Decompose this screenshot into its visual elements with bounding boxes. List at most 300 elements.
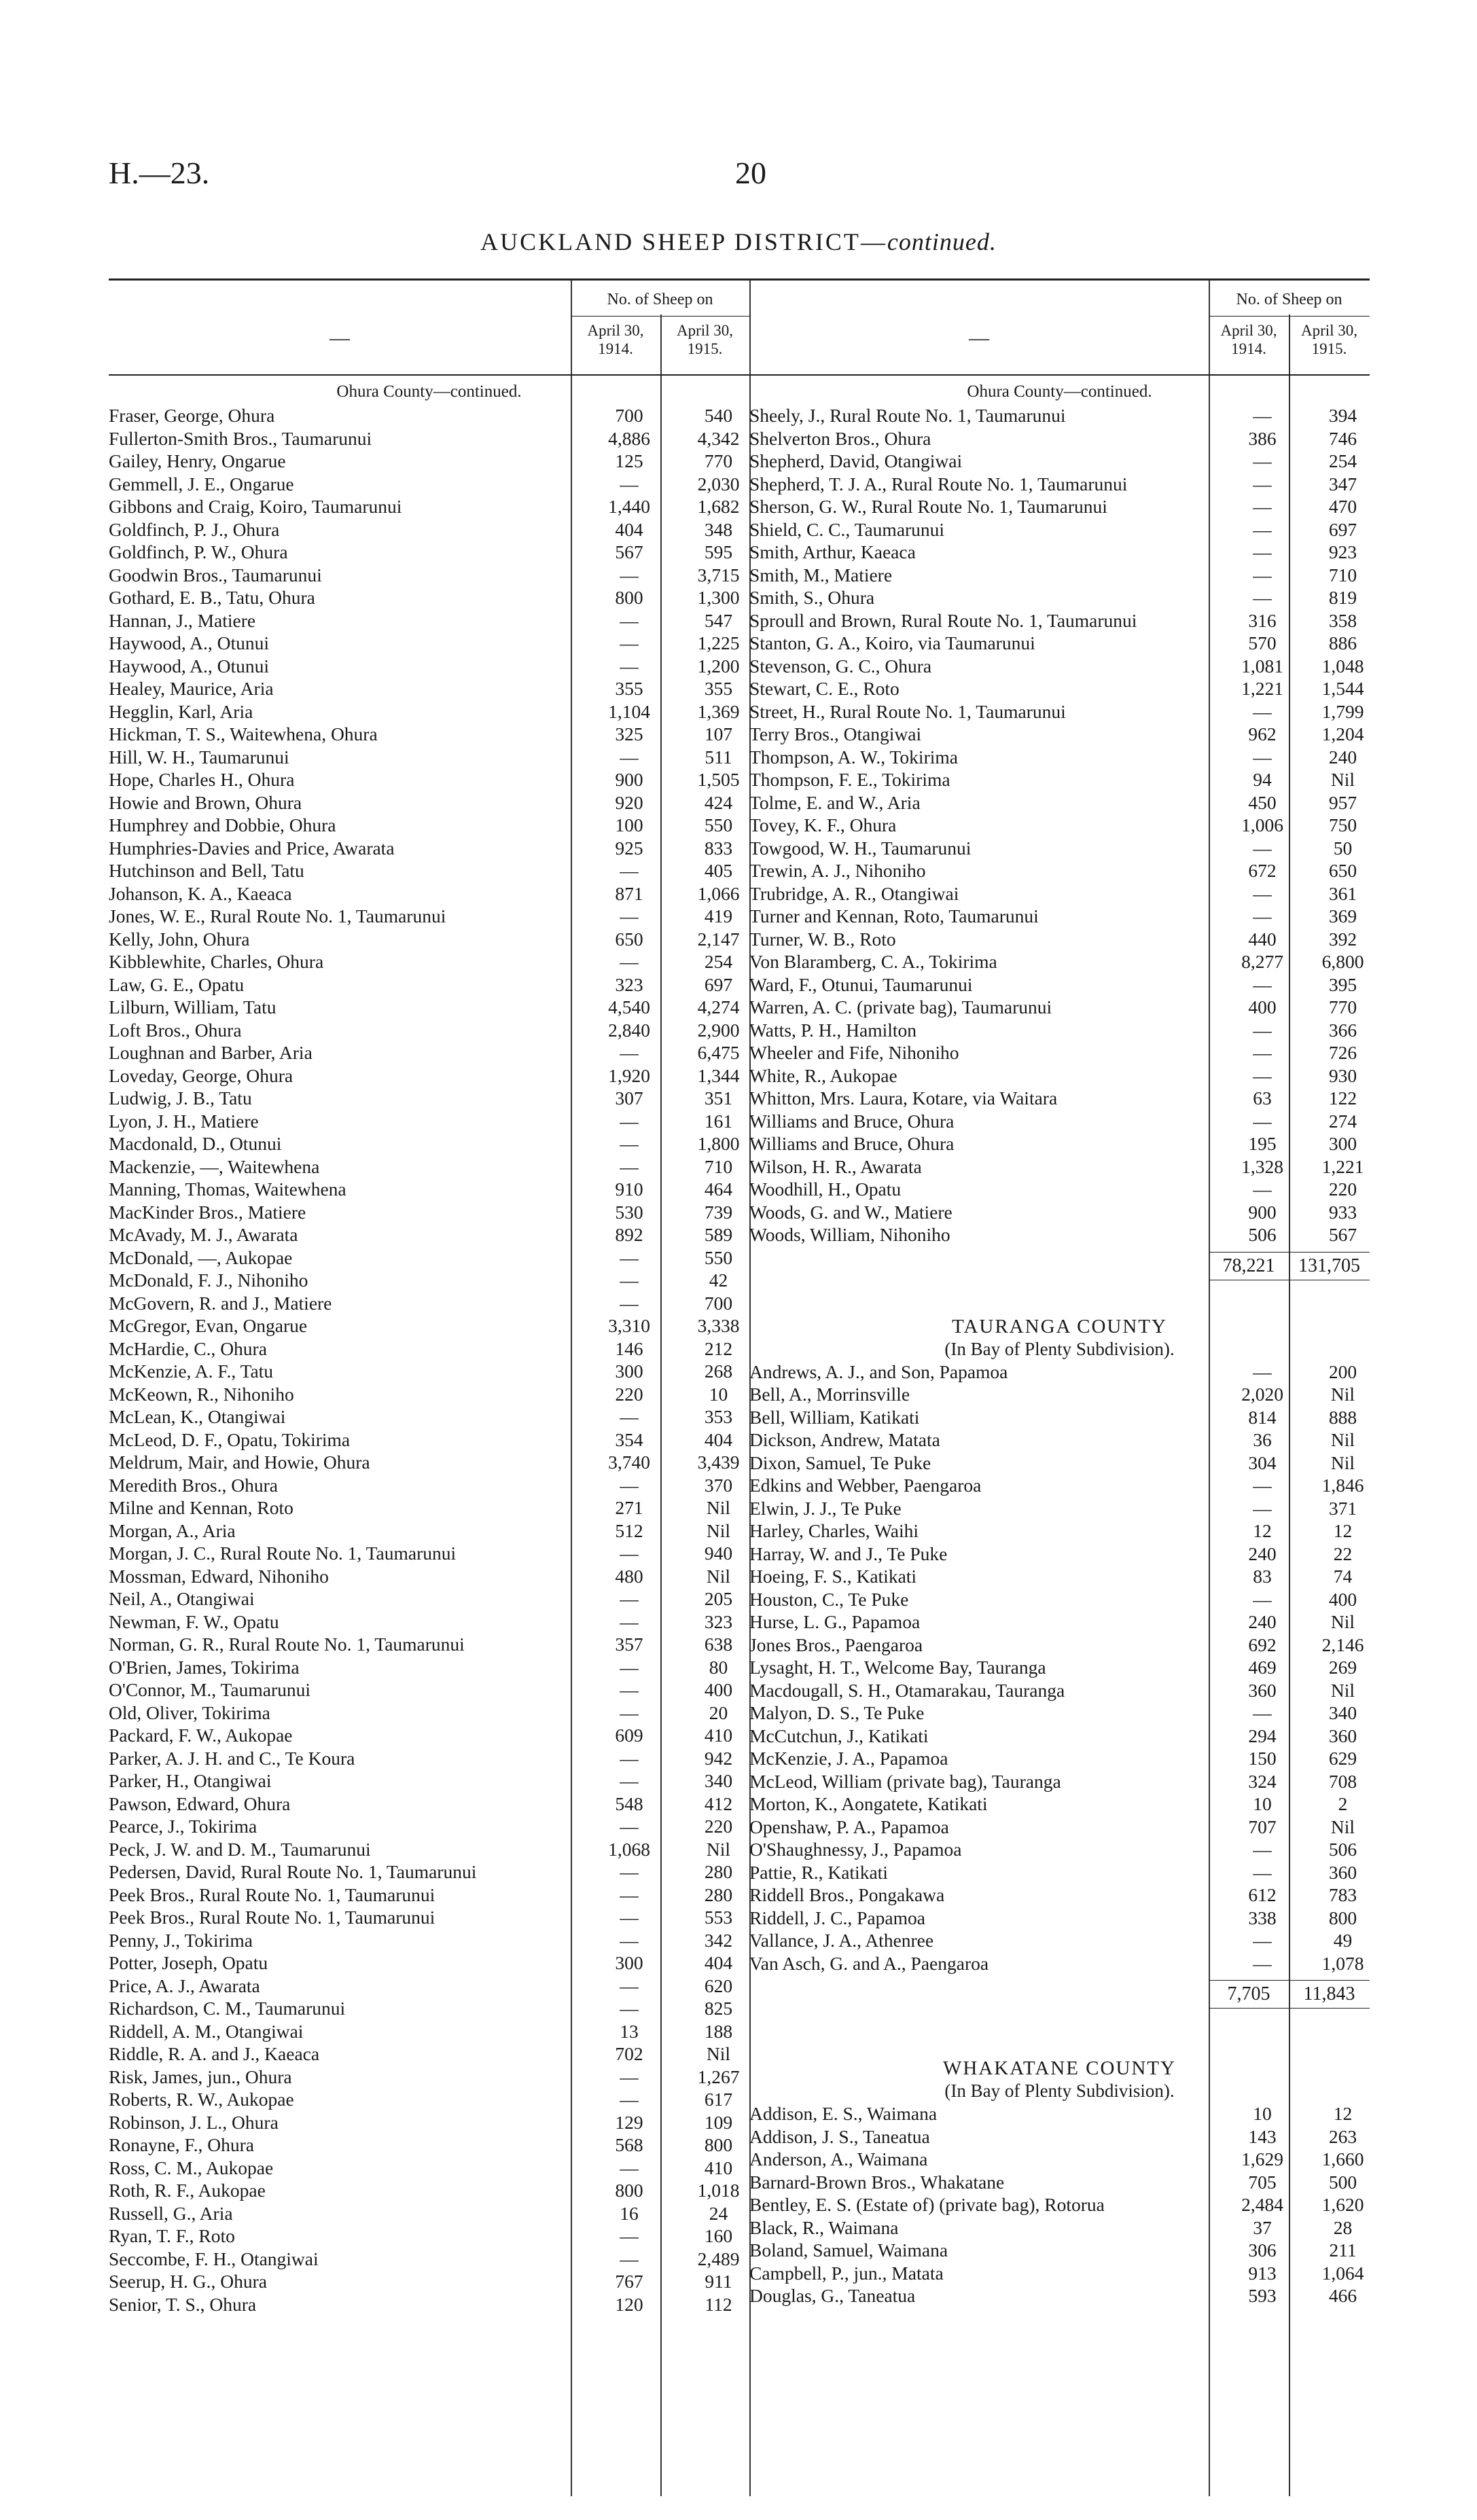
sheep-1914: 1,221	[1241, 678, 1283, 699]
table-row	[749, 1452, 1370, 1475]
col-1914-header: April 30, 1914.	[587, 322, 644, 357]
sheep-1915: 2	[1338, 1793, 1348, 1814]
table-row	[749, 655, 1370, 678]
table-row	[749, 1041, 1370, 1064]
sheep-1915: 395	[1328, 973, 1357, 995]
table-row	[749, 973, 1370, 996]
sheep-1915: 726	[1328, 1042, 1357, 1063]
owner-name: Woodhill, H., Opatu	[749, 1178, 902, 1200]
col-1915-header: April 30, 1915.	[676, 322, 734, 357]
sheep-1915: 274	[1328, 1110, 1357, 1132]
sheep-1914: 36	[1253, 1429, 1272, 1450]
sheep-1915: 1,800	[697, 1133, 740, 1154]
owner-name: Anderson, A., Waimana	[749, 2148, 928, 2170]
owner-name: Smith, M., Matiere	[749, 564, 893, 586]
owner-name: Williams and Bruce, Ohura	[749, 1110, 955, 1132]
sheep-1914: —	[620, 564, 639, 586]
owner-name: Turner and Kennan, Roto, Taumarunui	[749, 905, 1039, 926]
table-row	[109, 2134, 749, 2157]
sheep-1914: 16	[620, 2202, 639, 2224]
owner-name: Tovey, K. F., Ohura	[749, 814, 897, 835]
owner-name: Macdonald, D., Otunui	[109, 1133, 282, 1154]
sheep-1914: 871	[615, 882, 643, 904]
table-row	[109, 1110, 749, 1133]
sheep-1914: —	[620, 1543, 639, 1564]
table-row	[749, 1019, 1370, 1042]
sheep-1915: 708	[1328, 1770, 1357, 1792]
owner-name: Barnard-Brown Bros., Whakatane	[749, 2171, 1005, 2193]
sheep-1914: —	[620, 1155, 639, 1177]
table-row	[749, 2284, 1370, 2307]
sheep-1914: —	[620, 655, 639, 677]
sheep-1914: —	[620, 1998, 639, 2019]
sheep-1915: 404	[704, 1952, 733, 1973]
owner-name: Potter, Joseph, Opatu	[109, 1952, 268, 1973]
sheep-1915: 911	[705, 2271, 732, 2292]
sheep-1915: 550	[704, 1246, 733, 1268]
table-row	[749, 1223, 1370, 1246]
sheep-1915: 212	[704, 1337, 733, 1359]
section-heading: Ohura County—continued.	[336, 382, 522, 401]
table-row	[749, 1907, 1370, 1930]
sheep-1914: 593	[1248, 2285, 1277, 2306]
sheep-1915: 2,489	[697, 2248, 740, 2269]
sheep-1914: 1,629	[1241, 2148, 1283, 2170]
sheep-1915: 366	[1328, 1019, 1357, 1041]
sheep-1915: 410	[704, 2157, 733, 2178]
owner-name: Openshaw, P. A., Papamoa	[749, 1816, 949, 1837]
sheep-1914: —	[620, 746, 639, 768]
sheep-1914: 338	[1248, 1907, 1277, 1928]
owner-name: Terry Bros., Otangiwai	[749, 723, 922, 744]
table-row	[749, 950, 1370, 973]
owner-name: Robinson, J. L., Ohura	[109, 2111, 279, 2133]
sheep-1915: 269	[1328, 1657, 1357, 1678]
owner-name: Healey, Maurice, Aria	[109, 678, 274, 699]
table-row	[109, 768, 749, 791]
table-row	[109, 1519, 749, 1543]
total-1914: 7,705	[1209, 1980, 1289, 2009]
owner-name: Douglas, G., Taneatua	[749, 2285, 916, 2306]
owner-name: McCutchun, J., Katikati	[749, 1725, 929, 1746]
owner-name: Lysaght, H. T., Welcome Bay, Tauranga	[749, 1657, 1046, 1678]
section-total	[749, 1980, 1370, 2009]
table-row	[109, 882, 749, 905]
table-row	[749, 518, 1370, 541]
table-row	[109, 473, 749, 496]
owner-name: McAvady, M. J., Awarata	[109, 1224, 298, 1245]
name-column-header: —	[330, 327, 350, 349]
sheep-1915: 112	[705, 2293, 732, 2315]
table-row	[749, 495, 1370, 518]
owner-name: Johanson, K. A., Kaeaca	[109, 882, 292, 904]
sheep-1915: 1,267	[697, 2066, 740, 2087]
sheep-1915: 746	[1328, 427, 1357, 449]
sheep-1914: 386	[1248, 427, 1277, 449]
owner-name: McDonald, F. J., Nihoniho	[109, 1270, 308, 1291]
owner-name: Old, Oliver, Tokirima	[109, 1702, 270, 1723]
sheep-1915: 74	[1333, 1566, 1353, 1587]
sheep-1914: 692	[1248, 1634, 1277, 1655]
sheep-1914: 8,277	[1241, 951, 1283, 972]
owner-name: Elwin, J. J., Te Puke	[749, 1497, 902, 1519]
table-row	[109, 1155, 749, 1178]
sheep-1914: 814	[1248, 1406, 1277, 1428]
sheep-1915: 1,018	[697, 2180, 740, 2201]
sheep-1914: 1,328	[1241, 1155, 1283, 1177]
table-row	[109, 1724, 749, 1747]
table-row	[749, 791, 1370, 814]
sheep-1914: 355	[615, 678, 643, 699]
sheep-1914: 2,020	[1241, 1384, 1283, 1405]
table-row	[749, 2216, 1370, 2239]
sheep-1914: 469	[1248, 1657, 1277, 1678]
sheep-1914: 37	[1253, 2216, 1272, 2238]
sheep-1914: —	[620, 632, 639, 653]
sheep-1914: —	[1253, 1475, 1272, 1496]
sheep-1914: —	[620, 1292, 639, 1314]
sheep-1915: 547	[704, 609, 733, 631]
sheep-1915: 923	[1328, 541, 1357, 562]
sheep-1915: 355	[704, 678, 733, 699]
left-table-body	[109, 376, 749, 2316]
table-row	[109, 1428, 749, 1452]
sheep-1915: 12	[1333, 1520, 1353, 1541]
sheep-1914: —	[620, 1110, 639, 1132]
sheep-1915: 404	[704, 1428, 733, 1450]
sheep-1914: 307	[615, 1087, 643, 1109]
table-row	[749, 1634, 1370, 1657]
sheep-1915: 942	[704, 1747, 733, 1769]
sheep-1914: —	[1253, 518, 1272, 540]
table-row	[109, 1838, 749, 1861]
sheep-1915: 1,682	[697, 496, 740, 517]
owner-name: Kelly, John, Ohura	[109, 928, 250, 950]
sheep-1915: 710	[1328, 564, 1357, 586]
table-row	[749, 564, 1370, 587]
sheep-1915: 211	[1329, 2239, 1357, 2261]
owner-name: Ludwig, J. B., Tatu	[109, 1087, 252, 1109]
sheep-1914: 94	[1253, 769, 1272, 790]
owner-name: Malyon, D. S., Te Puke	[749, 1702, 925, 1723]
table-row	[109, 1656, 749, 1679]
sheep-1915: 940	[704, 1543, 733, 1564]
owner-name: Meredith Bros., Ohura	[109, 1474, 278, 1496]
table-row	[109, 1087, 749, 1110]
owner-name: Black, R., Waimana	[749, 2216, 899, 2238]
owner-name: Loft Bros., Ohura	[109, 1019, 242, 1041]
table-row	[749, 2239, 1370, 2262]
sheep-1914: 1,440	[608, 496, 650, 517]
sheep-1915: 200	[1328, 1361, 1357, 1382]
sheep-1914: 900	[1248, 1201, 1277, 1223]
section-total	[749, 1252, 1370, 1280]
sheep-1914: 913	[1248, 2262, 1277, 2284]
sheep-1915: 800	[1328, 1907, 1357, 1928]
owner-name: White, R., Aukopae	[749, 1064, 897, 1086]
owner-name: Thompson, A. W., Tokirima	[749, 746, 958, 768]
table-row	[109, 1269, 749, 1292]
owner-name: Fullerton-Smith Bros., Taumarunui	[109, 427, 372, 449]
sheep-1915: 1,620	[1321, 2194, 1364, 2215]
sheep-1914: 150	[1248, 1748, 1277, 1769]
sheep-1915: 268	[704, 1361, 733, 1382]
table-row	[109, 1019, 749, 1042]
sheep-1915: 638	[704, 1634, 733, 1655]
owner-name: MacKinder Bros., Matiere	[109, 1201, 306, 1223]
sheep-1914: 506	[1248, 1224, 1277, 1245]
table-row	[749, 677, 1370, 700]
owner-name: Jones Bros., Paengaroa	[749, 1634, 923, 1655]
owner-name: Manning, Thomas, Waitewhena	[109, 1178, 346, 1200]
table-row	[109, 791, 749, 814]
table-row	[109, 518, 749, 541]
owner-name: Jones, W. E., Rural Route No. 1, Taumarunui	[109, 905, 446, 926]
table-row	[109, 2111, 749, 2134]
sheep-1914: —	[1253, 1930, 1272, 1951]
owner-name: Bell, William, Katikati	[749, 1406, 920, 1428]
owner-name: Wheeler and Fife, Nihoniho	[749, 1042, 959, 1063]
sheep-1915: 240	[1328, 746, 1357, 768]
sheep-1915: 122	[1328, 1087, 1357, 1109]
sheep-1914: 1,104	[608, 700, 650, 722]
owner-name: McDonald, —, Aukopae	[109, 1246, 293, 1268]
sheep-1915: 400	[704, 1679, 733, 1700]
sheep-1915: 4,342	[697, 427, 740, 449]
table-row	[749, 1725, 1370, 1748]
sheep-1915: 470	[1328, 496, 1357, 517]
table-row	[749, 2102, 1370, 2125]
sheep-1914: —	[620, 1929, 639, 1951]
owner-name: Andrews, A. J., and Son, Papamoa	[749, 1361, 1008, 1382]
sheep-1915: 739	[704, 1201, 733, 1223]
section-subheading: (In Bay of Plenty Subdivision).	[944, 2081, 1175, 2101]
table-row	[109, 1360, 749, 1383]
table-row	[749, 1383, 1370, 1406]
sheep-1914: 1,081	[1241, 655, 1283, 677]
sheep-1914: 925	[615, 837, 643, 859]
owner-name: Meldrum, Mair, and Howie, Ohura	[109, 1452, 370, 1473]
sheep-1914: —	[620, 1770, 639, 1791]
sheep-1914: —	[1253, 564, 1272, 586]
table-row	[109, 1383, 749, 1406]
table-row	[749, 1178, 1370, 1201]
owner-name: Hill, W. H., Taumarunui	[109, 746, 289, 768]
table-row	[109, 1451, 749, 1474]
owner-name: Tolme, E. and W., Aria	[749, 791, 921, 813]
sheep-1915: 1,078	[1321, 1952, 1364, 1974]
sheep-1914: —	[1253, 905, 1272, 926]
table-row	[749, 1816, 1370, 1839]
table-row	[749, 586, 1370, 609]
sheep-1914: 3,310	[608, 1315, 650, 1336]
sheep-1914: 910	[615, 1178, 643, 1200]
sheep-1915: 550	[704, 814, 733, 835]
owner-name: Sheely, J., Rural Route No. 1, Taumarunui	[749, 405, 1066, 426]
sheep-1915: Nil	[1330, 1611, 1355, 1632]
table-row	[109, 723, 749, 746]
table-row	[749, 1361, 1370, 1384]
sheep-1914: 440	[1248, 928, 1277, 950]
sheep-1914: 125	[615, 450, 643, 471]
sheep-1915: 697	[704, 973, 733, 995]
owner-name: Riddell, J. C., Papamoa	[749, 1907, 925, 1928]
sheep-1915: 342	[704, 1929, 733, 1951]
sheep-1915: Nil	[706, 1565, 731, 1587]
sheep-1914: 2,484	[1241, 2194, 1283, 2215]
owner-name: McHardie, C., Ohura	[109, 1337, 267, 1359]
sheep-1915: 3,715	[697, 564, 740, 586]
sheep-1915: 617	[704, 2089, 733, 2110]
owner-name: Woods, William, Nihoniho	[749, 1224, 950, 1245]
owner-name: Parker, A. J. H. and C., Te Koura	[109, 1747, 355, 1769]
owner-name: McGregor, Evan, Ongarue	[109, 1315, 308, 1336]
sheep-1914: —	[620, 1610, 639, 1632]
sheep-1915: 700	[704, 1292, 733, 1314]
sheep-1914: —	[620, 1861, 639, 1882]
sheep-1914: —	[1253, 973, 1272, 995]
sheep-1914: 294	[1248, 1725, 1277, 1746]
sheep-1914: 323	[615, 973, 643, 995]
table-row	[109, 1997, 749, 2020]
table-row	[749, 1838, 1370, 1861]
sheep-1915: Nil	[1330, 769, 1355, 790]
table-row	[749, 768, 1370, 791]
sheep-1915: 419	[704, 905, 733, 926]
table-row	[109, 1314, 749, 1337]
table-row	[109, 1929, 749, 1952]
owner-name: Hoeing, F. S., Katikati	[749, 1566, 917, 1587]
sheep-1914: 240	[1248, 1611, 1277, 1632]
owner-name: Hurse, L. G., Papamoa	[749, 1611, 921, 1632]
owner-name: Pawson, Edward, Ohura	[109, 1793, 291, 1814]
table-row	[109, 928, 749, 951]
sheep-1915: 49	[1333, 1930, 1353, 1951]
sheep-1915: 2,900	[697, 1019, 740, 1041]
owner-name: Stanton, G. A., Koiro, via Taumarunui	[749, 632, 1035, 653]
sheep-1914: 400	[1248, 996, 1277, 1018]
sheep-1914: 480	[615, 1565, 643, 1587]
sheep-1915: 930	[1328, 1064, 1357, 1086]
owner-name: Gothard, E. B., Tatu, Ohura	[109, 587, 315, 608]
sheep-1914: 120	[615, 2293, 643, 2315]
sheep-1915: 1,066	[697, 882, 740, 904]
owner-name: Humphries-Davies and Price, Awarata	[109, 837, 395, 859]
table-row	[749, 541, 1370, 564]
owner-name: Boland, Samuel, Waimana	[749, 2239, 948, 2261]
table-row	[749, 1087, 1370, 1110]
owner-name: Harley, Charles, Waihi	[749, 1520, 919, 1541]
sheep-1914: 1,006	[1241, 814, 1283, 835]
table-header	[109, 278, 749, 376]
sheep-1915: 783	[1328, 1884, 1357, 1905]
page-title	[0, 228, 1477, 256]
owner-name: Hegglin, Karl, Aria	[109, 700, 253, 722]
table-row	[109, 541, 749, 564]
title-main: AUCKLAND SHEEP DISTRICT—	[480, 228, 887, 255]
table-row	[749, 1929, 1370, 1952]
owner-name: Lilburn, William, Tatu	[109, 996, 277, 1018]
section-subheading: (In Bay of Plenty Subdivision).	[944, 1338, 1175, 1359]
table-row	[749, 1588, 1370, 1611]
sheep-1914: —	[1253, 746, 1272, 768]
sheep-1915: 825	[704, 1998, 733, 2019]
sheep-1914: —	[1253, 1702, 1272, 1723]
section-heading: Ohura County—continued.	[967, 382, 1152, 401]
total-1914: 78,221	[1209, 1252, 1289, 1280]
sheep-1914: —	[620, 2157, 639, 2178]
sheep-1914: —	[1253, 1588, 1272, 1610]
sheep-1914: 1,920	[608, 1064, 650, 1086]
sheep-1914: 570	[1248, 632, 1277, 653]
sheep-1915: 161	[704, 1110, 733, 1132]
sheep-1914: —	[1253, 1110, 1272, 1132]
sheep-1915: 750	[1328, 814, 1357, 835]
owner-name: Loughnan and Barber, Aria	[109, 1042, 313, 1063]
table-row	[109, 1405, 749, 1428]
sheep-1914: 900	[615, 769, 643, 790]
sheep-1915: 833	[704, 837, 733, 859]
sheep-1915: 392	[1328, 928, 1357, 950]
owner-name: Watts, P. H., Hamilton	[749, 1019, 917, 1041]
sheep-1915: 595	[704, 541, 733, 562]
sheep-1914: 357	[615, 1634, 643, 1655]
sheep-1915: 220	[704, 1816, 733, 1837]
sheep-1914: —	[1253, 1064, 1272, 1086]
owner-name: Smith, S., Ohura	[749, 587, 875, 608]
table-row	[749, 1952, 1370, 1975]
sheep-1915: 360	[1328, 1861, 1357, 1883]
sheep-1914: —	[1253, 496, 1272, 517]
sheep-1915: 1,048	[1321, 655, 1364, 677]
owner-name: Roth, R. F., Aukopae	[109, 2180, 266, 2201]
sheep-1914: 700	[615, 405, 643, 426]
sheep-1915: 1,544	[1321, 678, 1364, 699]
owner-name: Riddell Bros., Pongakawa	[749, 1884, 945, 1905]
owner-name: Hickman, T. S., Waitewhena, Ohura	[109, 723, 378, 744]
table-row	[109, 814, 749, 837]
sheep-1915: 4,274	[697, 996, 740, 1018]
table-row	[109, 1884, 749, 1907]
sheep-1914: 354	[615, 1428, 643, 1450]
sheep-1914: 300	[615, 1361, 643, 1382]
table-row	[109, 973, 749, 996]
owner-name: Goldfinch, P. J., Ohura	[109, 518, 280, 540]
owner-name: Ronayne, F., Ohura	[109, 2134, 254, 2155]
table-row	[749, 905, 1370, 928]
table-row	[749, 814, 1370, 837]
owner-name: Peek Bros., Rural Route No. 1, Taumarunui	[109, 1884, 435, 1905]
sheep-1915: 370	[704, 1474, 733, 1496]
owner-name: Trewin, A. J., Nihoniho	[749, 860, 926, 881]
owner-name: Richardson, C. M., Taumarunui	[109, 1998, 346, 2019]
owner-name: McKenzie, J. A., Papamoa	[749, 1748, 948, 1769]
sheep-1915: 1,300	[697, 587, 740, 608]
sheep-1914: —	[1253, 1042, 1272, 1063]
owner-name: Houston, C., Te Puke	[749, 1588, 909, 1610]
owner-name: Pearce, J., Tokirima	[109, 1816, 257, 1837]
sheep-1915: 6,475	[697, 1042, 740, 1063]
sheep-count-header: No. of Sheep on	[1209, 285, 1370, 317]
owner-name: Loveday, George, Ohura	[109, 1064, 293, 1086]
name-column-header: —	[969, 327, 989, 349]
sheep-1915: Nil	[706, 2043, 731, 2064]
sheep-1915: 24	[709, 2202, 728, 2224]
owner-name: Goldfinch, P. W., Ohura	[109, 541, 288, 562]
owner-name: Trubridge, A. R., Otangiwai	[749, 882, 959, 904]
table-row	[749, 1610, 1370, 1634]
sheep-1914: 800	[615, 587, 643, 608]
